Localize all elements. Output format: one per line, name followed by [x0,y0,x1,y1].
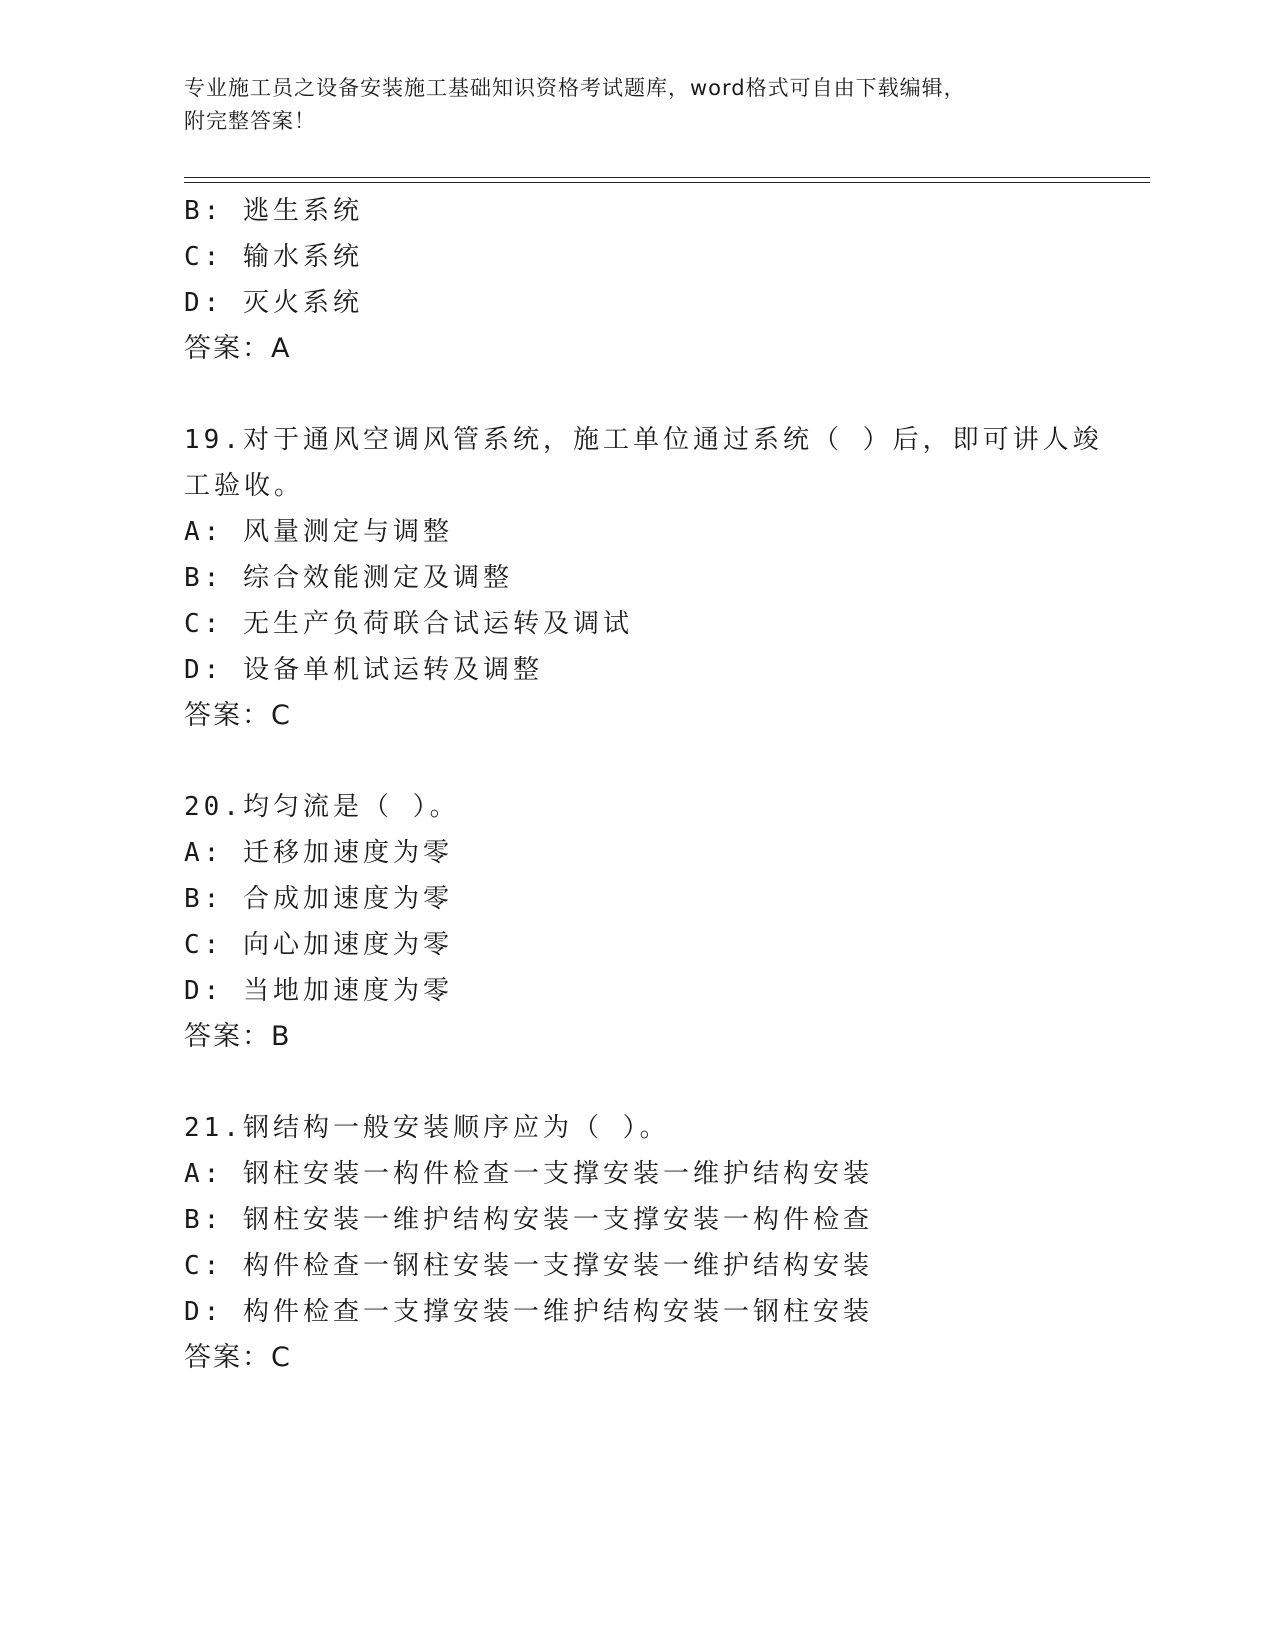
q19-stem-line-2: 工验收。 [184,471,305,501]
q21-answer: 答案：C [184,1342,292,1373]
question-18 [184,188,1084,372]
q21-option-a: A: 钢柱安装一构件检查一支撑安装一维护结构安装 [184,1159,873,1189]
q20-answer: 答案：B [184,1021,292,1052]
spacer [184,739,1084,784]
header-line-2: 附完整答案！ [184,109,316,133]
q19-option-d: D: 设备单机试运转及调整 [184,655,543,685]
q18-option-d: D: 灭火系统 [184,288,363,318]
question-list [184,188,1103,1381]
q21-option-b: B: 钢柱安装一维护结构安装一支撑安装一构件检查 [184,1205,873,1235]
q20-option-b: B: 合成加速度为零 [184,884,453,914]
header-rule-bottom [184,182,1150,183]
q19-option-c: C: 无生产负荷联合试运转及调试 [184,609,633,639]
q18-answer: 答案：A [184,333,292,364]
q18-option-c: C: 输水系统 [184,242,363,272]
q18-option-b: B: 逃生系统 [184,196,363,226]
q21-option-d: D: 构件检查一支撑安装一维护结构安装一钢柱安装 [184,1297,873,1327]
spacer [184,372,1084,417]
header-rule-top [184,177,1150,178]
q20-option-a: A: 迁移加速度为零 [184,838,453,868]
question-21 [184,1105,1084,1381]
q20-option-c: C: 向心加速度为零 [184,930,453,960]
q20-stem: 20.均匀流是（ ）。 [184,792,460,822]
question-19 [184,417,1103,739]
q21-stem: 21.钢结构一般安装顺序应为（ ）。 [184,1113,670,1143]
spacer [184,1060,1084,1105]
document-header [184,72,1064,138]
q21-option-c: C: 构件检查一钢柱安装一支撑安装一维护结构安装 [184,1251,873,1281]
q19-option-b: B: 综合效能测定及调整 [184,563,513,593]
header-line-1: 专业施工员之设备安装施工基础知识资格考试题库，word格式可自由下载编辑， [184,76,966,100]
q19-answer: 答案：C [184,700,292,731]
q19-option-a: A: 风量测定与调整 [184,517,453,547]
q20-option-d: D: 当地加速度为零 [184,976,453,1006]
q19-stem-line-1: 19.对于通风空调风管系统，施工单位通过系统（ ）后，即可讲人竣 [184,425,1103,455]
question-20 [184,784,1084,1060]
